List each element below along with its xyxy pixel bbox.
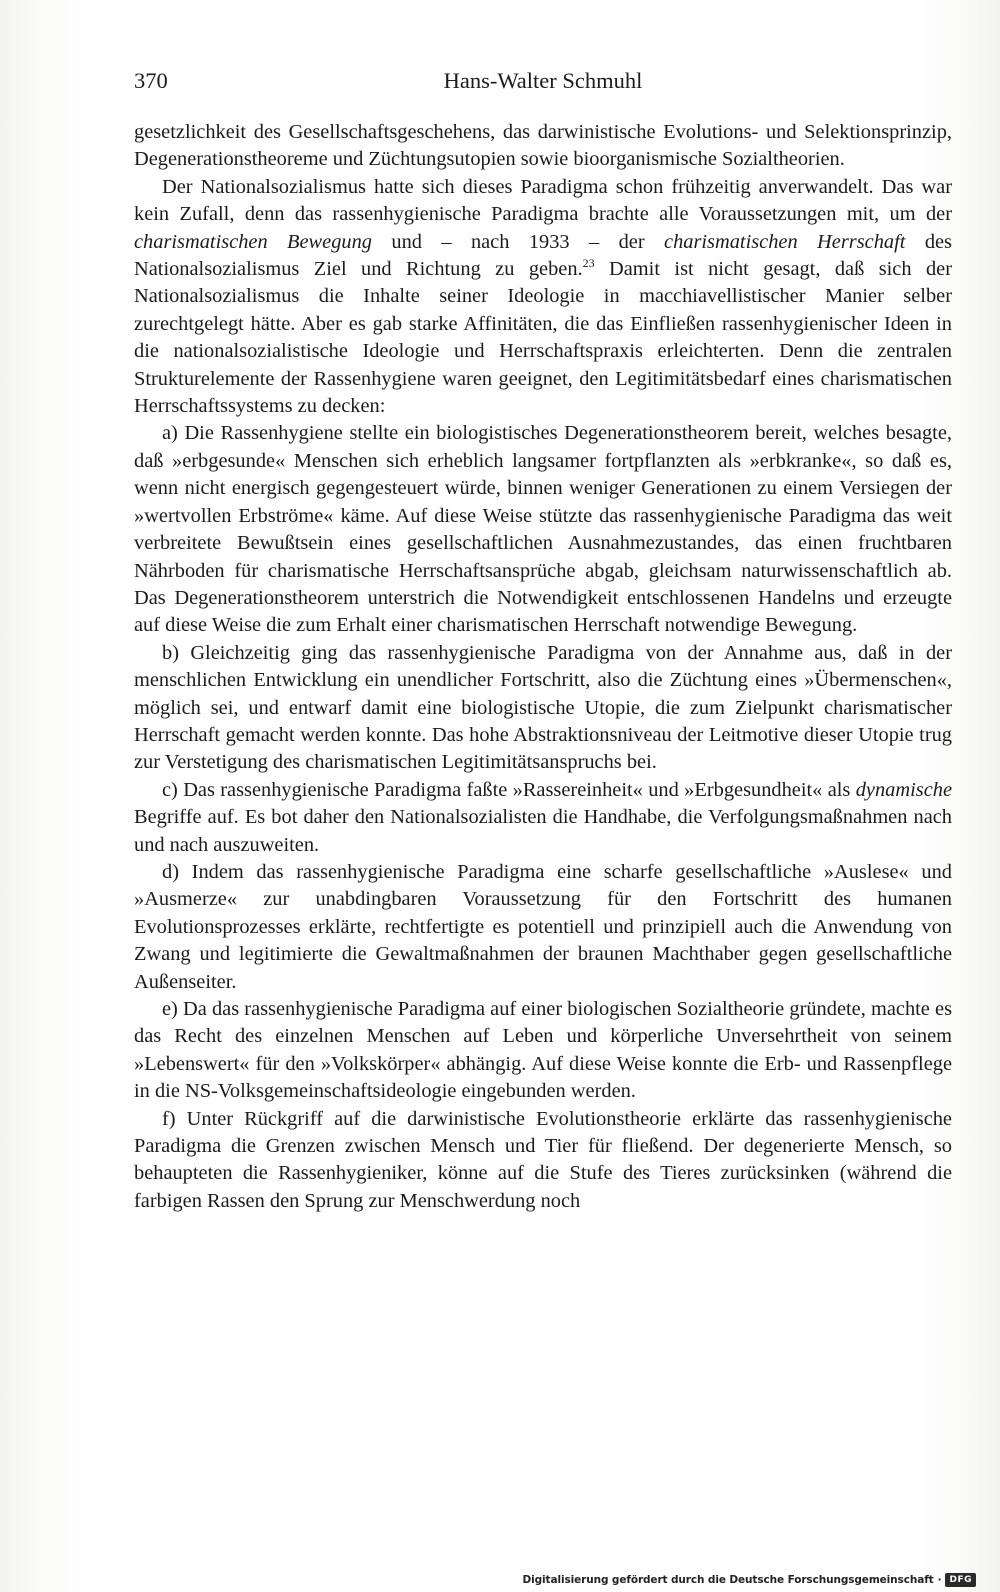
credit-separator: · (937, 1574, 942, 1586)
credit-text: Digitalisierung gefördert durch die Deutsche Forschungsgemeinschaft (522, 1574, 934, 1586)
text-run: des Nationalsozialismus Ziel und Richtung zu geben. (134, 230, 952, 281)
emphasis-dynamic: dynamische (855, 778, 952, 801)
text-run: und – nach 1933 – der (371, 230, 665, 253)
dfg-logo-icon: DFG (945, 1573, 976, 1587)
text-run: Der Nationalsozialismus hatte sich dieses Paradigma schon frühzeitig anverwandelt. Das war kein Zufall, denn das rassenhygienische Paradigma brachte alle Voraussetzungen mit, um der (134, 175, 952, 226)
paragraph-item-d: d) Indem das rassenhygienische Paradigma eine scharfe gesellschaftliche »Auslese« und »Ausmerze« zur unabdingbaren Voraussetzung für den Fortschritt des humanen Evolutionsprozesses erklärte, rechtfertigte es potentiell und prinzipiell auch die Anwendung von Zwang und legitimierte die Gewaltmaßnahmen der braunen Machthaber gegen gesellschaftliche Außenseiter. (134, 860, 952, 993)
paragraph-item-a: a) Die Rassenhygiene stellte ein biologistisches Degenerationstheorem bereit, welches besagte, daß »erbgesunde« Menschen sich erheblich langsamer fortpflanzten als »erbkranke«, so daß es, wenn nicht energisch gegengesteuert würde, binnen weniger Generationen zu einem Versiegen der »wertvollen Erbströme« käme. Auf diese Weise stützte das rassenhygienische Paradigma das weit verbreitete Bewußtsein eines gesellschaftlichen Ausnahmezustandes, das einen fruchtbaren Nährboden für charismatische Herrschaftsansprüche abgab, gleichsam naturwissenschaftlich ab. Das Degenerationstheorem unterstrich die Notwendigkeit entschlossenen Handelns und erzeugte auf diese Weise die zum Erhalt einer charismatischen Herrschaft notwendige Bewegung. (134, 422, 952, 637)
running-head: Hans-Walter Schmuhl (443, 68, 643, 93)
paragraph-item-f: f) Unter Rückgriff auf die darwinistische Evolutionstheorie erklärte das rassenhygienische Paradigma die Grenzen zwischen Mensch und Tier für fließend. Der degenerierte Mensch, so behaupteten die Rassenhygieniker, könne auf die Stufe des Tieres zurücksinken (während die farbigen Rassen den Sprung zur Menschwerdung noch (134, 1107, 952, 1212)
paragraph-item-c (134, 777, 952, 859)
emphasis-charismatic-rule: charismatischen Herrschaft (664, 230, 906, 253)
text-run: c) Das rassenhygienische Paradigma faßte »Rassereinheit« und »Erbgesundheit« als (162, 778, 856, 801)
emphasis-charismatic-movement: charismatischen Bewegung (134, 230, 372, 253)
paragraph-national-socialism (134, 174, 952, 421)
text-run: Begriffe auf. Es bot daher den Nationalsozialisten die Handhabe, die Verfolgungsmaßnahmen nach und nach auszuweiten. (134, 806, 952, 856)
page-header (134, 64, 952, 98)
footnote-marker: 23 (582, 256, 595, 271)
text-run: Damit ist nicht gesagt, daß sich der Nationalsozialismus die Inhalte seiner Ideologie in macchiavellistischer Manier selber zurechtgelegt hätte. Aber es gab starke Affinitäten, die das Einfließen rassenhygienischer Ideen in die nationalsozialistische Ideologie und Herrschaftspraxis erleichterten. Denn die zentralen Strukturelemente der Rassenhygiene waren geeignet, den Legitimitätsbedarf eines charismatischen Herrschaftssystems zu decken: (134, 258, 952, 418)
page-number: 370 (134, 68, 168, 93)
digitization-credit (523, 1570, 976, 1590)
paragraph-item-e: e) Da das rassenhygienische Paradigma auf einer biologischen Sozialtheorie gründete, machte es das Recht des einzelnen Menschen auf Leben und körperliche Unversehrtheit von seinem »Lebenswert« für den »Volkskörper« abhängig. Auf diese Weise konnte die Erb- und Rassenpflege in die NS-Volksgemeinschaftsideologie eingebunden werden. (134, 998, 952, 1103)
paragraph-item-b: b) Gleichzeitig ging das rassenhygienische Paradigma von der Annahme aus, daß in der menschlichen Entwicklung ein unendlicher Fortschritt, also die Züchtung eines »Übermenschen«, möglich sei, und entwarf damit eine biologistische Utopie, die zum Zielpunkt charismatischer Herrschaft gemacht werden konnte. Das hohe Abstraktionsniveau der Leitmotive dieser Utopie trug zur Verstetigung des charismatischen Legitimitätsanspruchs bei. (134, 641, 952, 774)
body-text (134, 119, 952, 1215)
paragraph-continued: gesetzlichkeit des Gesellschaftsgeschehens, das darwinistische Evolutions- und Selektionsprinzip, Degenerationstheoreme und Züchtungsutopien sowie bioorganismische Sozialtheorien. (134, 121, 952, 171)
